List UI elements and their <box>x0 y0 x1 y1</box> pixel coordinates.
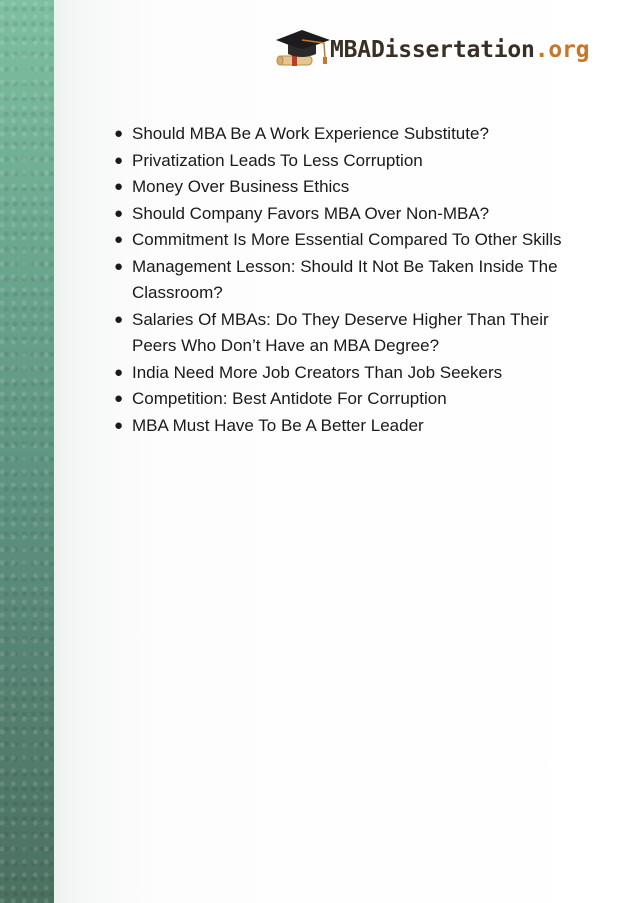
list-item <box>114 254 594 307</box>
list-item <box>114 148 594 175</box>
list-item <box>114 413 594 440</box>
list-item <box>114 360 594 387</box>
list-item-text: Commitment Is More Essential Compared To Other Skills <box>132 230 562 249</box>
logo-tld: .org <box>534 37 590 63</box>
list-item-text: Management Lesson: Should It Not Be Taken Inside The Classroom? <box>132 256 558 302</box>
graduation-cap-icon <box>272 26 334 78</box>
topic-list <box>114 121 594 439</box>
logo-wordmark <box>330 36 589 64</box>
list-item <box>114 121 594 148</box>
decorative-side-band <box>0 0 54 903</box>
list-item <box>114 386 594 413</box>
bullet-icon: ● <box>114 231 124 248</box>
list-item-text: Money Over Business Ethics <box>132 177 350 196</box>
list-item <box>114 307 594 360</box>
bullet-icon: ● <box>114 125 124 142</box>
bullet-icon: ● <box>114 151 124 169</box>
bullet-icon: ● <box>114 416 124 434</box>
bullet-icon: ● <box>114 257 124 275</box>
list-item-text: Should MBA Be A Work Experience Substitute? <box>132 124 489 143</box>
list-item <box>114 174 594 201</box>
list-item-text: Privatization Leads To Less Corruption <box>132 150 423 170</box>
bullet-icon: ● <box>114 204 124 222</box>
list-item-text: Competition: Best Antidote For Corruption <box>132 389 447 408</box>
bullet-icon: ● <box>114 390 124 407</box>
list-item-text: Should Company Favors MBA Over Non-MBA? <box>132 203 490 223</box>
site-logo[interactable] <box>272 26 602 78</box>
bullet-icon: ● <box>114 310 124 328</box>
list-item-text: India Need More Job Creators Than Job Seekers <box>132 362 503 382</box>
list-item <box>114 201 594 228</box>
list-item-text: Salaries Of MBAs: Do They Deserve Higher Than Their Peers Who Don’t Have an MBA Degree? <box>132 309 549 355</box>
logo-name: MBADissertation <box>330 37 535 63</box>
bullet-icon: ● <box>114 363 124 381</box>
bullet-icon: ● <box>114 178 124 195</box>
list-item-text: MBA Must Have To Be A Better Leader <box>132 415 424 435</box>
list-item <box>114 227 594 254</box>
